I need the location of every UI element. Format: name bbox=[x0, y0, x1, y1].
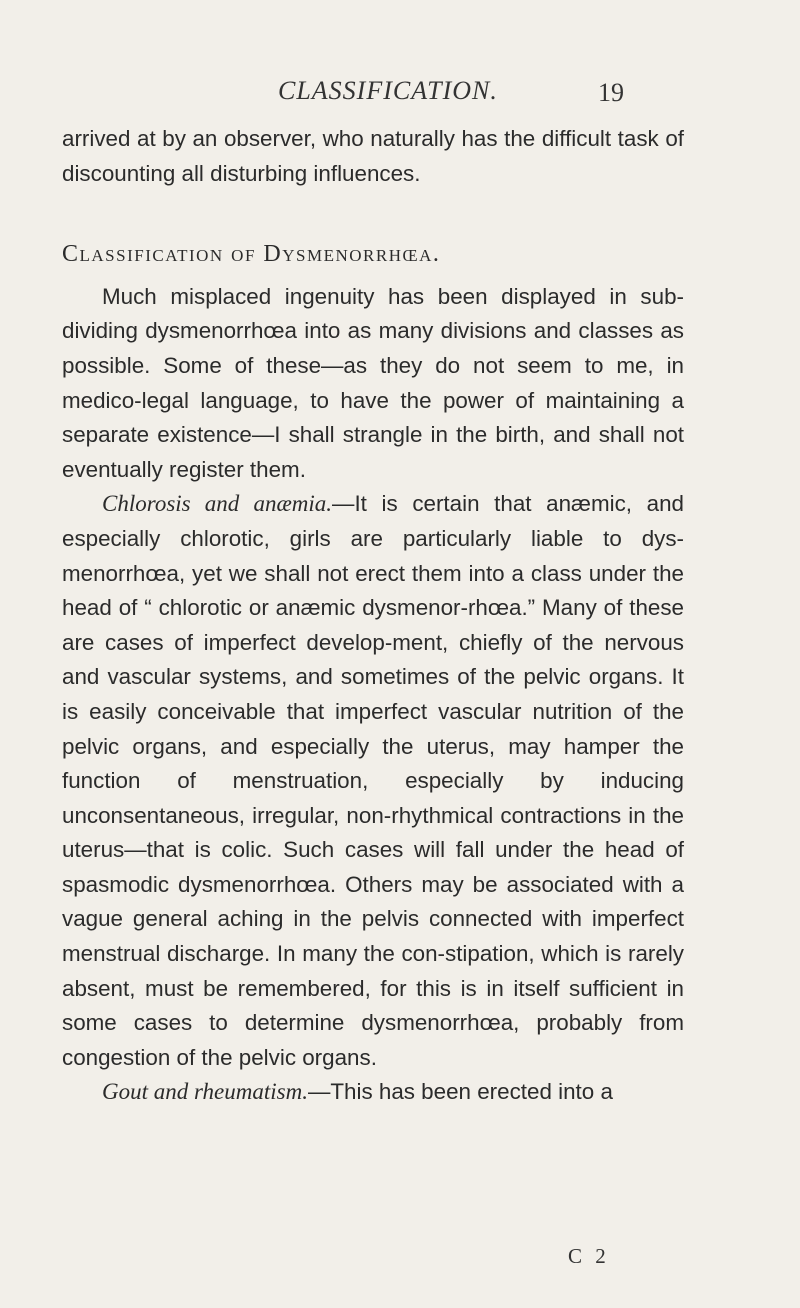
signature-mark: C 2 bbox=[568, 1244, 610, 1268]
chlorosis-topic: Chlorosis and anæmia. bbox=[102, 491, 333, 517]
gout-text: —This has been erected into a bbox=[307, 1079, 613, 1105]
running-head: CLASSIFICATION. bbox=[278, 76, 498, 105]
page-number: 19 bbox=[598, 78, 624, 107]
section-heading: Classification of Dysmenorrhœa. bbox=[62, 241, 441, 268]
intro-paragraph: Much misplaced ingenuity has been displayed in sub-dividing dysmenorrhœa into as many divisions and classes as possible. Some of these—as they do not seem to me, in medico-legal language, to have the power of maintaining a separate existence—I shall strangle in the birth, and shall not eventually register them. bbox=[62, 283, 684, 482]
chlorosis-text: —It is certain that anæmic, and especially chlorotic, girls are particularly liable to dys-menorrhœa, yet we shall not erect them into a class under the head of “ chlorotic or anæmic dysmenor-rhœa.” Many of these are cases of imperfect develop-ment, chiefly of the nervous and vascular systems, and sometimes of the pelvic organs. It is easily conceivable that imperfect vascular nutrition of the pelvic organs, and especially the uterus, may hamper the function of menstruation, especially by inducing unconsentaneous, irregular, non-rhythmical contractions in the uterus—that is colic. Such cases will fall under the head of spasmodic dysmenorrhœa. Others may be associated with a vague general aching in the pelvis connected with imperfect menstrual discharge. In many the con-stipation, which is rarely absent, must be remembered, for this is in itself sufficient in some cases to determine dysmenorrhœa, probably from congestion of the pelvic organs. bbox=[62, 491, 684, 1070]
continuation-paragraph: arrived at by an observer, who naturally has the difficult task of discounting all disturbing influences. bbox=[62, 126, 684, 186]
gout-topic: Gout and rheumatism. bbox=[102, 1079, 308, 1105]
chlorosis-paragraph bbox=[62, 487, 684, 1075]
gout-paragraph bbox=[62, 1075, 684, 1110]
body-text bbox=[62, 122, 684, 1110]
